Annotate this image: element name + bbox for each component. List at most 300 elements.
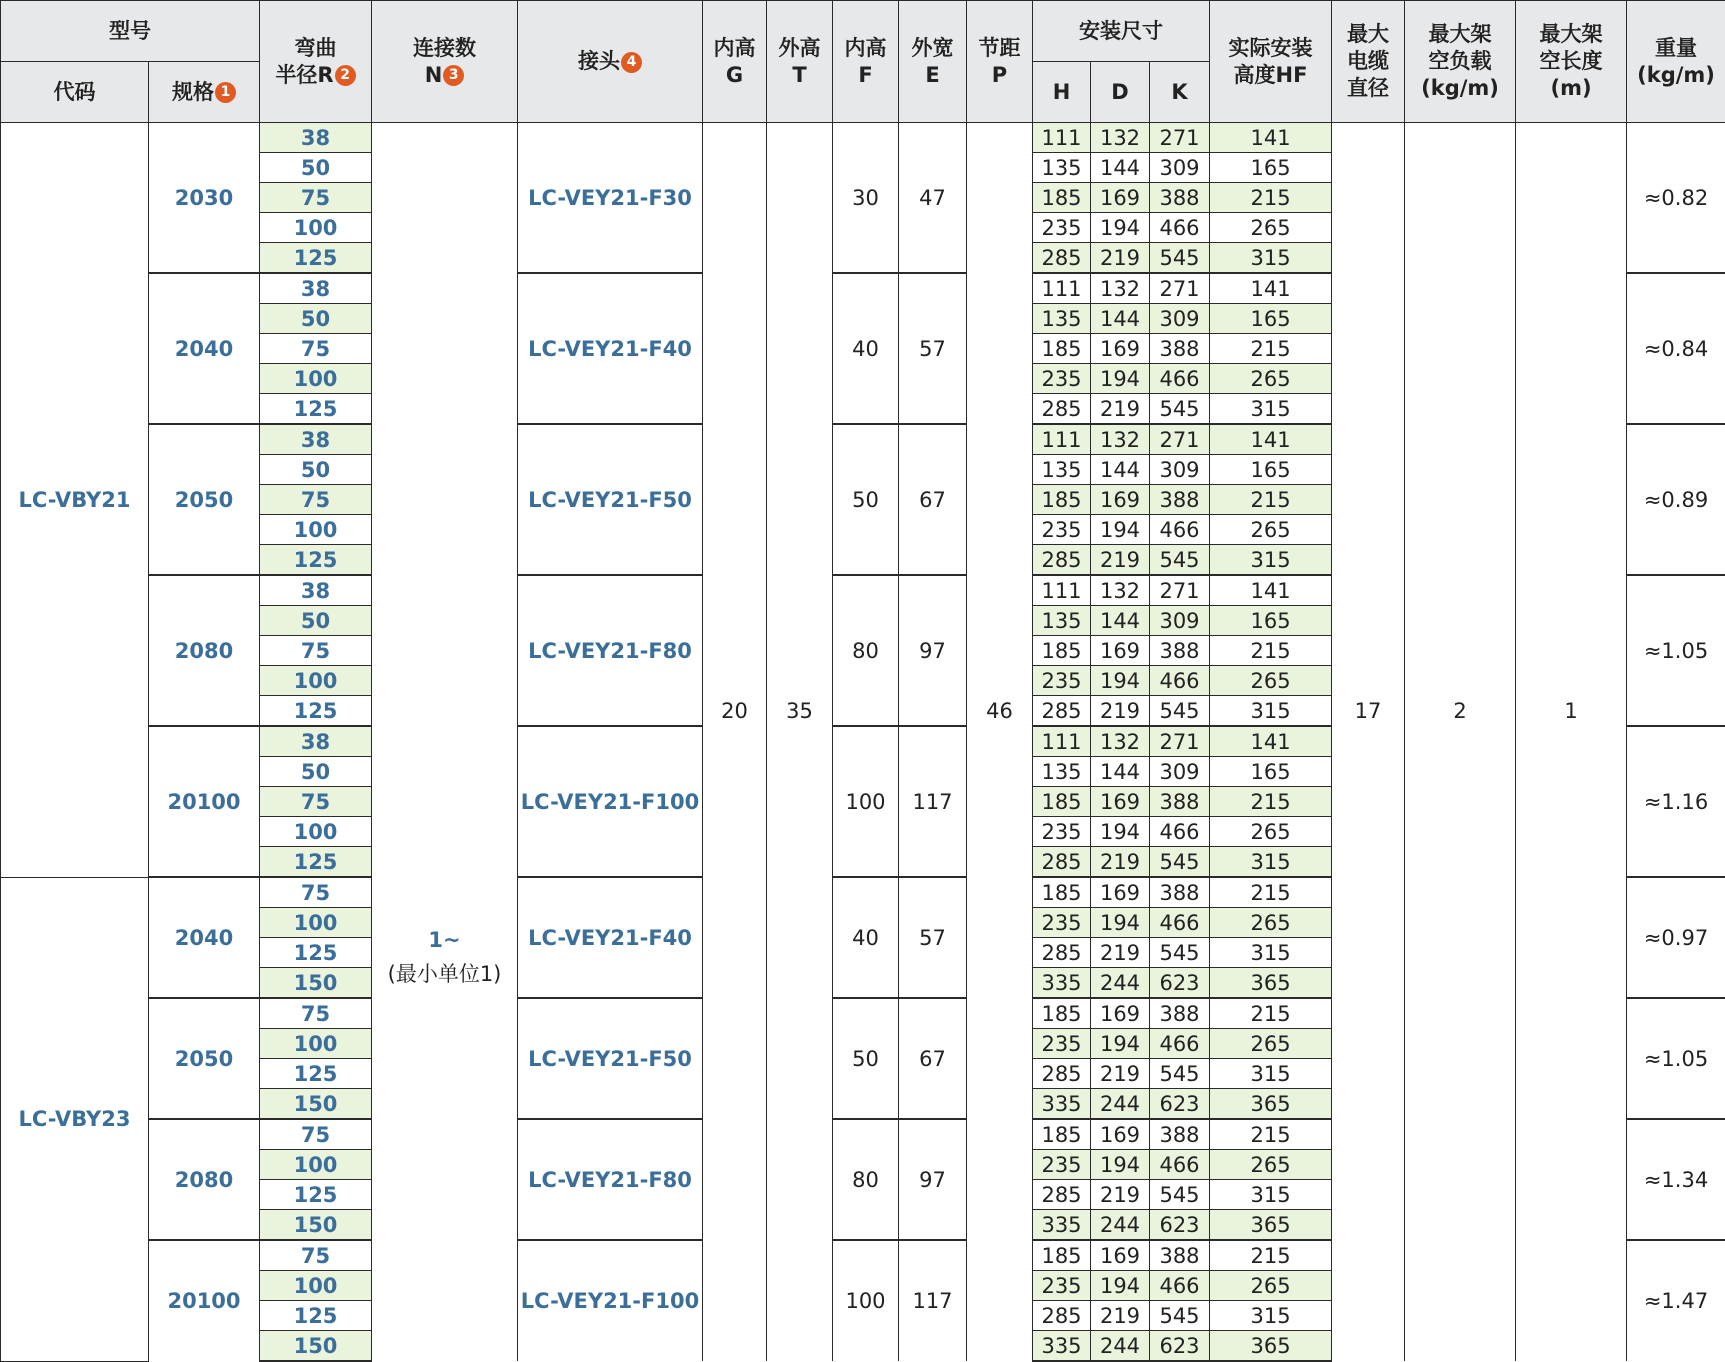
bend-radius-cell: 100 xyxy=(260,1271,372,1301)
connector-cell: LC-VEY21-F40 xyxy=(518,877,703,998)
dim-k-cell: 466 xyxy=(1150,515,1210,545)
dim-h-cell: 135 xyxy=(1033,757,1091,787)
header-inner-height-g xyxy=(703,1,767,123)
note-badge-3: 3 xyxy=(443,65,464,86)
connector-cell: LC-VEY21-F80 xyxy=(518,1119,703,1240)
table-row xyxy=(1,123,1725,153)
bend-radius-cell: 75 xyxy=(260,1119,372,1150)
dim-h-cell: 135 xyxy=(1033,455,1091,485)
dim-d-cell: 194 xyxy=(1091,666,1150,696)
header-max-cable xyxy=(1332,1,1405,123)
bend-radius-cell: 100 xyxy=(260,515,372,545)
spec-code: 20100 xyxy=(149,726,260,877)
table-body xyxy=(1,123,1725,1362)
header-span-line1: 最大架 xyxy=(1540,22,1603,46)
inner-height-f-cell: 80 xyxy=(833,575,899,726)
dim-d-cell: 144 xyxy=(1091,304,1150,334)
actual-height-cell: 315 xyxy=(1210,696,1332,727)
dim-k-cell: 388 xyxy=(1150,183,1210,213)
dim-h-cell: 185 xyxy=(1033,1240,1091,1271)
outer-width-e-cell: 97 xyxy=(899,1119,967,1240)
dim-d-cell: 144 xyxy=(1091,606,1150,636)
dim-k-cell: 623 xyxy=(1150,1089,1210,1120)
dim-d-cell: 194 xyxy=(1091,1029,1150,1059)
inner-height-f-cell: 100 xyxy=(833,1240,899,1361)
max-cable-cell: 17 xyxy=(1332,123,1405,1362)
weight-cell: ≈0.97 xyxy=(1627,877,1725,998)
dim-k-cell: 388 xyxy=(1150,787,1210,817)
dim-h-cell: 111 xyxy=(1033,424,1091,455)
connector-cell: LC-VEY21-F100 xyxy=(518,726,703,877)
outer-width-e-cell: 67 xyxy=(899,998,967,1119)
dim-d-cell: 132 xyxy=(1091,726,1150,757)
header-outer-height-t xyxy=(767,1,833,123)
dim-h-cell: 285 xyxy=(1033,1180,1091,1210)
dim-h-cell: 111 xyxy=(1033,575,1091,606)
dim-h-cell: 185 xyxy=(1033,787,1091,817)
dim-d-cell: 169 xyxy=(1091,636,1150,666)
dim-d-cell: 244 xyxy=(1091,968,1150,999)
dim-h-cell: 185 xyxy=(1033,636,1091,666)
dim-d-cell: 132 xyxy=(1091,424,1150,455)
actual-height-cell: 265 xyxy=(1210,1029,1332,1059)
dim-h-cell: 235 xyxy=(1033,1150,1091,1180)
dim-h-cell: 185 xyxy=(1033,877,1091,908)
dim-d-cell: 144 xyxy=(1091,153,1150,183)
actual-height-cell: 165 xyxy=(1210,606,1332,636)
dim-d-cell: 169 xyxy=(1091,1240,1150,1271)
dim-d-cell: 244 xyxy=(1091,1089,1150,1120)
header-weight-line2: (kg/m) xyxy=(1637,63,1715,87)
weight-cell: ≈1.16 xyxy=(1627,726,1725,877)
bend-radius-cell: 125 xyxy=(260,847,372,878)
header-span-line3: (m) xyxy=(1550,76,1591,100)
actual-height-cell: 265 xyxy=(1210,1271,1332,1301)
header-outer-width-e xyxy=(899,1,967,123)
header-t-line2: T xyxy=(792,63,806,87)
actual-height-cell: 215 xyxy=(1210,636,1332,666)
dim-k-cell: 545 xyxy=(1150,938,1210,968)
header-bend-radius-line2: 半径R xyxy=(275,63,333,87)
dim-h-cell: 185 xyxy=(1033,183,1091,213)
bend-radius-cell: 150 xyxy=(260,968,372,999)
actual-height-cell: 315 xyxy=(1210,1059,1332,1089)
dim-k-cell: 271 xyxy=(1150,424,1210,455)
bend-radius-cell: 50 xyxy=(260,757,372,787)
dim-d-cell: 219 xyxy=(1091,394,1150,425)
bend-radius-cell: 38 xyxy=(260,273,372,304)
bend-radius-cell: 125 xyxy=(260,243,372,274)
weight-cell: ≈1.34 xyxy=(1627,1119,1725,1240)
actual-height-cell: 215 xyxy=(1210,183,1332,213)
connections-line1: 1~ xyxy=(428,928,460,952)
connector-cell: LC-VEY21-F80 xyxy=(518,575,703,726)
outer-width-e-cell: 57 xyxy=(899,273,967,424)
dim-d-cell: 194 xyxy=(1091,364,1150,394)
inner-height-f-cell: 80 xyxy=(833,1119,899,1240)
bend-radius-cell: 50 xyxy=(260,455,372,485)
actual-height-cell: 141 xyxy=(1210,726,1332,757)
bend-radius-cell: 38 xyxy=(260,424,372,455)
connector-cell: LC-VEY21-F30 xyxy=(518,123,703,274)
dim-d-cell: 169 xyxy=(1091,1119,1150,1150)
header-links-line2: N xyxy=(425,63,443,87)
dim-k-cell: 309 xyxy=(1150,455,1210,485)
dim-d-cell: 132 xyxy=(1091,123,1150,153)
dim-d-cell: 169 xyxy=(1091,485,1150,515)
header-connector xyxy=(518,1,703,123)
bend-radius-cell: 75 xyxy=(260,636,372,666)
header-p-line1: 节距 xyxy=(979,36,1021,60)
bend-radius-cell: 50 xyxy=(260,153,372,183)
header-span-line2: 空长度 xyxy=(1540,49,1603,73)
header-p-line2: P xyxy=(992,63,1007,87)
inner-height-f-cell: 100 xyxy=(833,726,899,877)
actual-height-cell: 265 xyxy=(1210,1150,1332,1180)
bend-radius-cell: 125 xyxy=(260,1059,372,1089)
dim-k-cell: 309 xyxy=(1150,757,1210,787)
bend-radius-cell: 100 xyxy=(260,213,372,243)
spec-code: 2080 xyxy=(149,1119,260,1240)
bend-radius-cell: 100 xyxy=(260,908,372,938)
actual-height-cell: 265 xyxy=(1210,817,1332,847)
dim-d-cell: 219 xyxy=(1091,545,1150,576)
dim-h-cell: 335 xyxy=(1033,1331,1091,1362)
outer-width-e-cell: 117 xyxy=(899,726,967,877)
dim-h-cell: 111 xyxy=(1033,273,1091,304)
dim-d-cell: 132 xyxy=(1091,575,1150,606)
note-badge-4: 4 xyxy=(621,52,642,73)
bend-radius-cell: 125 xyxy=(260,394,372,425)
weight-cell: ≈1.05 xyxy=(1627,575,1725,726)
dim-k-cell: 388 xyxy=(1150,334,1210,364)
header-hf-line1: 实际安装 xyxy=(1229,36,1313,60)
dim-k-cell: 466 xyxy=(1150,1271,1210,1301)
dim-d-cell: 169 xyxy=(1091,334,1150,364)
dim-h-cell: 235 xyxy=(1033,213,1091,243)
series-code: LC-VBY23 xyxy=(1,877,149,1361)
inner-height-f-cell: 50 xyxy=(833,998,899,1119)
spec-code: 2030 xyxy=(149,123,260,274)
header-model: 型号 xyxy=(1,1,260,62)
dim-d-cell: 169 xyxy=(1091,877,1150,908)
dim-k-cell: 545 xyxy=(1150,1301,1210,1331)
dim-h-cell: 285 xyxy=(1033,545,1091,576)
actual-height-cell: 365 xyxy=(1210,968,1332,999)
dim-h-cell: 285 xyxy=(1033,1059,1091,1089)
dim-d-cell: 244 xyxy=(1091,1331,1150,1362)
dim-k-cell: 545 xyxy=(1150,847,1210,878)
header-f-line2: F xyxy=(858,63,872,87)
dim-h-cell: 285 xyxy=(1033,394,1091,425)
dim-d-cell: 194 xyxy=(1091,213,1150,243)
bend-radius-cell: 38 xyxy=(260,123,372,153)
connector-cell: LC-VEY21-F50 xyxy=(518,998,703,1119)
bend-radius-cell: 150 xyxy=(260,1331,372,1362)
max-load-cell: 2 xyxy=(1405,123,1516,1362)
dim-k-cell: 545 xyxy=(1150,1180,1210,1210)
bend-radius-cell: 75 xyxy=(260,183,372,213)
header-cable-line3: 直径 xyxy=(1347,76,1389,100)
header-dim-d: D xyxy=(1091,62,1150,123)
dim-h-cell: 235 xyxy=(1033,1271,1091,1301)
actual-height-cell: 215 xyxy=(1210,787,1332,817)
bend-radius-cell: 38 xyxy=(260,726,372,757)
dim-h-cell: 185 xyxy=(1033,334,1091,364)
header-cable-line2: 电缆 xyxy=(1347,49,1389,73)
header-g-line2: G xyxy=(726,63,743,87)
dim-h-cell: 335 xyxy=(1033,1210,1091,1241)
dim-k-cell: 545 xyxy=(1150,696,1210,727)
header-links-line1: 连接数 xyxy=(413,36,476,60)
dim-h-cell: 285 xyxy=(1033,243,1091,274)
header-max-span xyxy=(1516,1,1627,123)
dim-d-cell: 144 xyxy=(1091,455,1150,485)
header-hf-line2: 高度HF xyxy=(1234,63,1308,87)
dim-h-cell: 111 xyxy=(1033,123,1091,153)
spec-code: 2050 xyxy=(149,998,260,1119)
header-bend-radius xyxy=(260,1,372,123)
connections-line2: (最小单位1) xyxy=(388,962,502,986)
weight-cell: ≈0.82 xyxy=(1627,123,1725,274)
dim-h-cell: 135 xyxy=(1033,606,1091,636)
header-f-line1: 内高 xyxy=(845,36,887,60)
actual-height-cell: 165 xyxy=(1210,757,1332,787)
dim-d-cell: 132 xyxy=(1091,273,1150,304)
header-e-line2: E xyxy=(925,63,939,87)
dim-k-cell: 466 xyxy=(1150,364,1210,394)
bend-radius-cell: 75 xyxy=(260,787,372,817)
dim-d-cell: 244 xyxy=(1091,1210,1150,1241)
actual-height-cell: 215 xyxy=(1210,998,1332,1029)
dim-k-cell: 466 xyxy=(1150,666,1210,696)
bend-radius-cell: 75 xyxy=(260,998,372,1029)
spec-code: 2080 xyxy=(149,575,260,726)
actual-height-cell: 215 xyxy=(1210,877,1332,908)
dim-k-cell: 309 xyxy=(1150,606,1210,636)
actual-height-cell: 141 xyxy=(1210,575,1332,606)
dim-h-cell: 235 xyxy=(1033,666,1091,696)
outer-width-e-cell: 67 xyxy=(899,424,967,575)
pitch-p-cell: 46 xyxy=(967,123,1033,1362)
dim-k-cell: 271 xyxy=(1150,726,1210,757)
header-mount-dims: 安装尺寸 xyxy=(1033,1,1210,62)
weight-cell: ≈0.89 xyxy=(1627,424,1725,575)
dim-k-cell: 545 xyxy=(1150,545,1210,576)
weight-cell: ≈1.47 xyxy=(1627,1240,1725,1361)
dim-k-cell: 309 xyxy=(1150,153,1210,183)
dim-d-cell: 194 xyxy=(1091,1150,1150,1180)
dim-d-cell: 169 xyxy=(1091,787,1150,817)
spec-code: 20100 xyxy=(149,1240,260,1361)
header-pitch-p xyxy=(967,1,1033,123)
dim-h-cell: 285 xyxy=(1033,1301,1091,1331)
dim-d-cell: 219 xyxy=(1091,847,1150,878)
header-max-load xyxy=(1405,1,1516,123)
outer-width-e-cell: 57 xyxy=(899,877,967,998)
actual-height-cell: 141 xyxy=(1210,273,1332,304)
header-code: 代码 xyxy=(1,62,149,123)
dim-k-cell: 623 xyxy=(1150,1210,1210,1241)
max-span-cell: 1 xyxy=(1516,123,1627,1362)
dim-k-cell: 545 xyxy=(1150,1059,1210,1089)
spec-code: 2040 xyxy=(149,273,260,424)
actual-height-cell: 265 xyxy=(1210,908,1332,938)
bend-radius-cell: 100 xyxy=(260,817,372,847)
bend-radius-cell: 50 xyxy=(260,304,372,334)
dim-d-cell: 194 xyxy=(1091,1271,1150,1301)
header-t-line1: 外高 xyxy=(779,36,821,60)
connector-cell: LC-VEY21-F100 xyxy=(518,1240,703,1361)
header-spec xyxy=(149,62,260,123)
actual-height-cell: 141 xyxy=(1210,424,1332,455)
actual-height-cell: 315 xyxy=(1210,1301,1332,1331)
dim-k-cell: 623 xyxy=(1150,1331,1210,1362)
bend-radius-cell: 125 xyxy=(260,696,372,727)
actual-height-cell: 215 xyxy=(1210,334,1332,364)
dim-h-cell: 235 xyxy=(1033,1029,1091,1059)
dim-h-cell: 111 xyxy=(1033,726,1091,757)
note-badge-1: 1 xyxy=(215,82,236,103)
dim-k-cell: 466 xyxy=(1150,908,1210,938)
spec-code: 2040 xyxy=(149,877,260,998)
actual-height-cell: 315 xyxy=(1210,394,1332,425)
bend-radius-cell: 75 xyxy=(260,877,372,908)
weight-cell: ≈0.84 xyxy=(1627,273,1725,424)
inner-height-f-cell: 50 xyxy=(833,424,899,575)
bend-radius-cell: 125 xyxy=(260,1180,372,1210)
weight-cell: ≈1.05 xyxy=(1627,998,1725,1119)
dim-d-cell: 219 xyxy=(1091,938,1150,968)
actual-height-cell: 365 xyxy=(1210,1089,1332,1120)
actual-height-cell: 315 xyxy=(1210,938,1332,968)
actual-height-cell: 265 xyxy=(1210,666,1332,696)
header-weight-line1: 重量 xyxy=(1655,36,1697,60)
actual-height-cell: 315 xyxy=(1210,1180,1332,1210)
dim-k-cell: 466 xyxy=(1150,1029,1210,1059)
outer-width-e-cell: 117 xyxy=(899,1240,967,1361)
header-weight xyxy=(1627,1,1725,123)
header-bend-radius-line1: 弯曲 xyxy=(295,36,337,60)
dim-h-cell: 135 xyxy=(1033,153,1091,183)
bend-radius-cell: 75 xyxy=(260,1240,372,1271)
dim-k-cell: 545 xyxy=(1150,243,1210,274)
bend-radius-cell: 50 xyxy=(260,606,372,636)
note-badge-2: 2 xyxy=(335,65,356,86)
actual-height-cell: 315 xyxy=(1210,545,1332,576)
header-load-line3: (kg/m) xyxy=(1421,76,1499,100)
outer-height-t-cell: 35 xyxy=(767,123,833,1362)
spec-code: 2050 xyxy=(149,424,260,575)
bend-radius-cell: 100 xyxy=(260,364,372,394)
dim-k-cell: 388 xyxy=(1150,636,1210,666)
bend-radius-cell: 100 xyxy=(260,666,372,696)
bend-radius-cell: 100 xyxy=(260,1150,372,1180)
dim-d-cell: 169 xyxy=(1091,998,1150,1029)
dim-d-cell: 219 xyxy=(1091,1180,1150,1210)
header-load-line2: 空负载 xyxy=(1429,49,1492,73)
dim-d-cell: 219 xyxy=(1091,1059,1150,1089)
dim-h-cell: 235 xyxy=(1033,364,1091,394)
header-connector-label: 接头 xyxy=(578,49,620,73)
inner-height-f-cell: 40 xyxy=(833,877,899,998)
dim-h-cell: 235 xyxy=(1033,908,1091,938)
inner-height-f-cell: 40 xyxy=(833,273,899,424)
actual-height-cell: 165 xyxy=(1210,153,1332,183)
bend-radius-cell: 150 xyxy=(260,1089,372,1120)
actual-height-cell: 165 xyxy=(1210,304,1332,334)
dim-d-cell: 219 xyxy=(1091,243,1150,274)
dim-k-cell: 271 xyxy=(1150,123,1210,153)
dim-d-cell: 194 xyxy=(1091,908,1150,938)
dim-d-cell: 144 xyxy=(1091,757,1150,787)
dim-d-cell: 219 xyxy=(1091,696,1150,727)
dim-k-cell: 309 xyxy=(1150,304,1210,334)
inner-height-g-cell: 20 xyxy=(703,123,767,1362)
header-dim-k: K xyxy=(1150,62,1210,123)
dim-h-cell: 235 xyxy=(1033,817,1091,847)
series-code: LC-VBY21 xyxy=(1,123,149,878)
actual-height-cell: 141 xyxy=(1210,123,1332,153)
bend-radius-cell: 100 xyxy=(260,1029,372,1059)
dim-h-cell: 185 xyxy=(1033,998,1091,1029)
dim-k-cell: 466 xyxy=(1150,817,1210,847)
dim-h-cell: 335 xyxy=(1033,968,1091,999)
actual-height-cell: 215 xyxy=(1210,1119,1332,1150)
dim-k-cell: 388 xyxy=(1150,998,1210,1029)
bend-radius-cell: 75 xyxy=(260,334,372,364)
dim-h-cell: 185 xyxy=(1033,485,1091,515)
connector-cell: LC-VEY21-F40 xyxy=(518,273,703,424)
dim-d-cell: 219 xyxy=(1091,1301,1150,1331)
header-load-line1: 最大架 xyxy=(1429,22,1492,46)
connections-cell xyxy=(372,123,518,1362)
dim-k-cell: 271 xyxy=(1150,273,1210,304)
actual-height-cell: 165 xyxy=(1210,455,1332,485)
dim-h-cell: 285 xyxy=(1033,847,1091,878)
header-dim-h: H xyxy=(1033,62,1091,123)
bend-radius-cell: 75 xyxy=(260,485,372,515)
bend-radius-cell: 38 xyxy=(260,575,372,606)
bend-radius-cell: 125 xyxy=(260,938,372,968)
dim-k-cell: 388 xyxy=(1150,1119,1210,1150)
actual-height-cell: 215 xyxy=(1210,485,1332,515)
dim-h-cell: 285 xyxy=(1033,696,1091,727)
dim-k-cell: 388 xyxy=(1150,877,1210,908)
actual-height-cell: 215 xyxy=(1210,1240,1332,1271)
table-header xyxy=(1,1,1725,123)
connector-cell: LC-VEY21-F50 xyxy=(518,424,703,575)
actual-height-cell: 315 xyxy=(1210,847,1332,878)
dim-k-cell: 388 xyxy=(1150,1240,1210,1271)
dim-h-cell: 135 xyxy=(1033,304,1091,334)
bend-radius-cell: 125 xyxy=(260,545,372,576)
dim-d-cell: 169 xyxy=(1091,183,1150,213)
outer-width-e-cell: 97 xyxy=(899,575,967,726)
actual-height-cell: 315 xyxy=(1210,243,1332,274)
dim-h-cell: 285 xyxy=(1033,938,1091,968)
dim-h-cell: 335 xyxy=(1033,1089,1091,1120)
dim-k-cell: 623 xyxy=(1150,968,1210,999)
header-e-line1: 外宽 xyxy=(912,36,954,60)
actual-height-cell: 365 xyxy=(1210,1210,1332,1241)
dim-d-cell: 194 xyxy=(1091,817,1150,847)
inner-height-f-cell: 30 xyxy=(833,123,899,274)
header-inner-height-f xyxy=(833,1,899,123)
dim-k-cell: 388 xyxy=(1150,485,1210,515)
dim-k-cell: 545 xyxy=(1150,394,1210,425)
header-cable-line1: 最大 xyxy=(1347,22,1389,46)
